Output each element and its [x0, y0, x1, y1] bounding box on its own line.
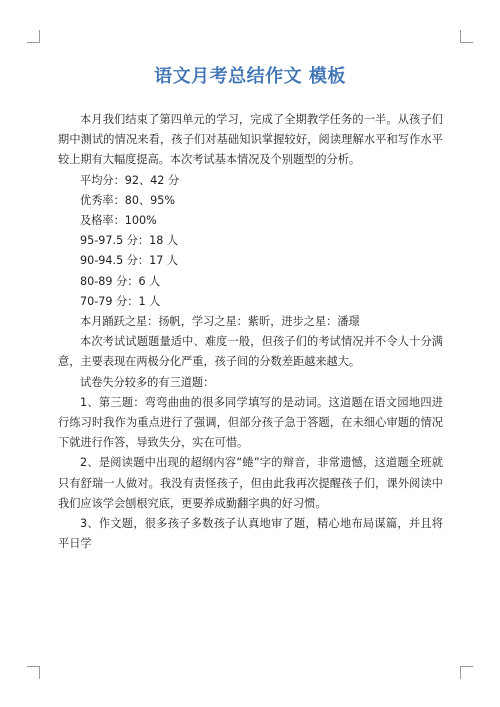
crop-mark-bottom-right [460, 666, 473, 679]
crop-mark-bottom-left [27, 666, 40, 679]
stat-excellent-rate: 优秀率：80、95% [80, 193, 176, 207]
analysis-item-1: 1、第三题：弯弯曲曲的很多同学填写的是动词。这道题在语文园地四进行练习时我作为重点进行了强调，但部分孩子急于答题，在未细心审题的情况下就进行作答，导致失分，实在可惜。 [58, 395, 443, 450]
stars-of-month: 本月踊跃之星：扬帆，学习之星：紫昕，进步之星：潘璟 [80, 315, 360, 329]
lost-points-intro: 试卷失分较多的有三道题： [80, 375, 215, 389]
document-body [58, 110, 443, 554]
analysis-item-2: 2、是阅读题中出现的超纲内容“蜷”字的辩音，非常遗憾，这道题全班就只有舒瑞一人做对。我没有责怪孩子，但由此我再次提醒孩子们，课外阅读中我们应该学会刨根究底，更要养成勤翻字典的好习惯。 [58, 456, 443, 510]
stat-range-95: 95-97.5 分：18 人 [80, 234, 179, 248]
document-title: 语文月考总结作文 模板 [154, 66, 346, 87]
crop-mark-top-left [27, 30, 40, 43]
stat-average: 平均分：92、42 分 [80, 173, 180, 187]
stat-range-80: 80-89 分：6 人 [80, 274, 161, 288]
stat-pass-rate: 及格率：100% [80, 214, 157, 228]
intro-paragraph: 本月我们结束了第四单元的学习，完成了全期教学任务的一半。从孩子们期中测试的情况来看，孩子们对基础知识掌握较好，阅读理解水平和写作水平较上期有大幅度提高。本次考试基本情况及个别题型的分析。 [58, 113, 443, 167]
stat-range-70: 70-79 分：1 人 [80, 294, 161, 308]
exam-overview-paragraph: 本次考试试题题量适中、难度一般，但孩子们的考试情况并不令人十分满意，主要表现在两极分化严重，孩子间的分数差距越来越大。 [58, 335, 443, 369]
stat-range-90: 90-94.5 分：17 人 [80, 254, 179, 268]
crop-mark-top-right [460, 30, 473, 43]
analysis-item-3: 3、作文题，很多孩子多数孩子认真地审了题，精心地布局谋篇，并且将平日学 [58, 517, 443, 551]
